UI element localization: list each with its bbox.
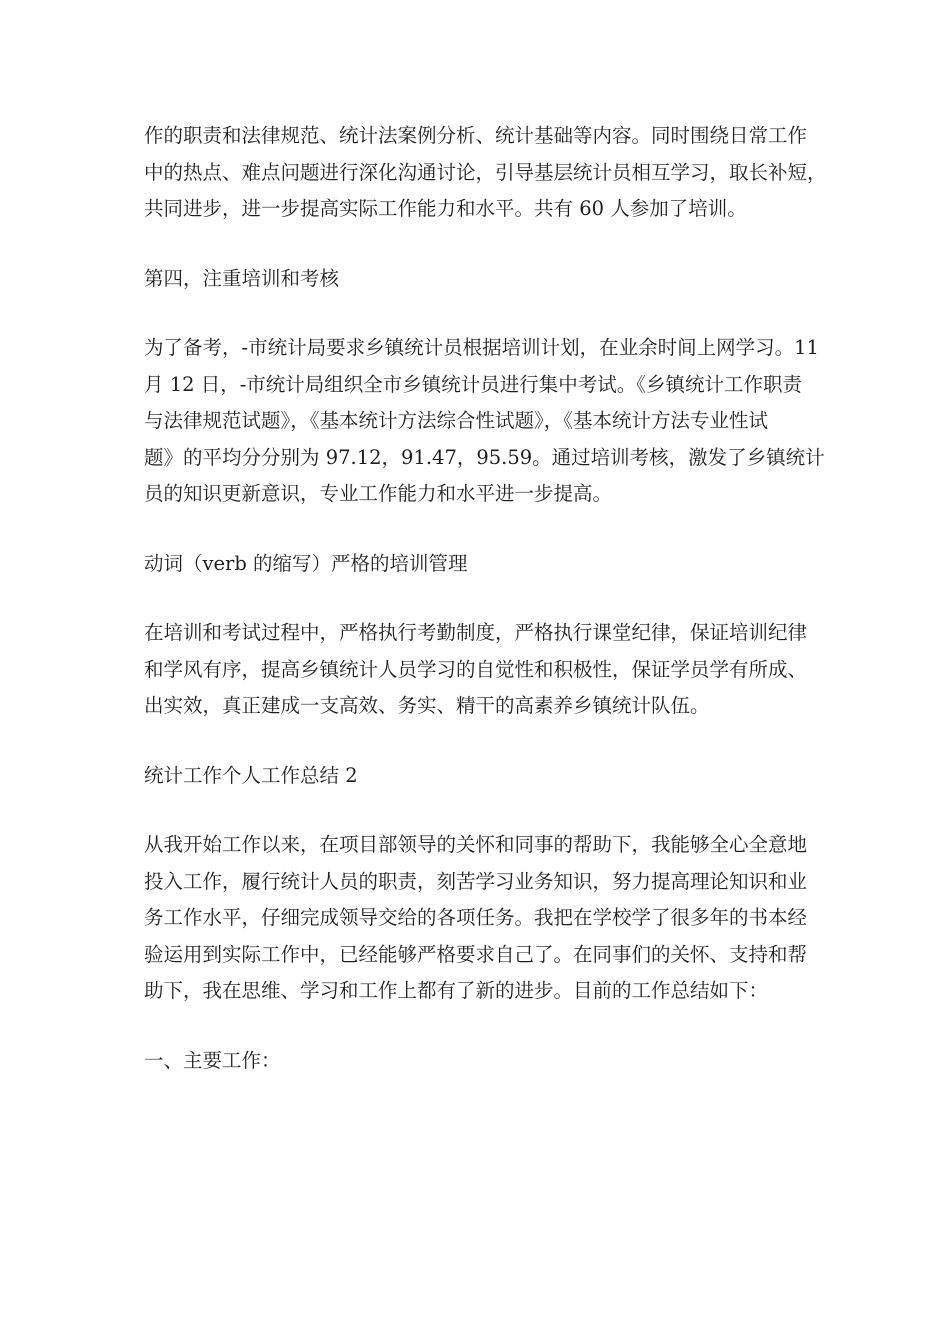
text-line: 从我开始工作以来，在项目部领导的关怀和同事的帮助下，我能够全心全意地: [144, 833, 808, 856]
paragraph-personal-summary: [144, 827, 814, 1010]
text-line: 出实效，真正建成一支高效、务实、精干的高素养乡镇统计队伍。: [144, 694, 710, 717]
section-heading-main-work: [144, 1043, 814, 1080]
section-heading-fourth: [144, 261, 814, 298]
heading-text: 一、主要工作：: [144, 1048, 281, 1072]
text-line: 月 12 日，-市统计局组织全市乡镇统计员进行集中考试。《乡镇统计工作职责: [144, 372, 803, 396]
text-line: 题》的平均分分别为 97.12，91.47，95.59。通过培训考核，激发了乡镇统计: [144, 445, 825, 469]
text-line: 中的热点、难点问题进行深化沟通讨论，引导基层统计员相互学习，取长补短，: [144, 160, 827, 184]
section-heading-management: [144, 546, 814, 583]
text-line: 员的知识更新意识，专业工作能力和水平进一步提高。: [144, 482, 613, 505]
section-heading-summary-2: [144, 758, 814, 795]
text-line: 投入工作，履行统计人员的职责，刻苦学习业务知识，努力提高理论知识和业: [144, 869, 808, 893]
text-line: 共同进步，进一步提高实际工作能力和水平。共有 60 人参加了培训。: [144, 197, 747, 220]
text-line: 为了备考，-市统计局要求乡镇统计员根据培训计划，在业余时间上网学习。11: [144, 336, 819, 359]
heading-text: 统计工作个人工作总结 2: [144, 763, 358, 787]
text-line: 验运用到实际工作中，已经能够严格要求自己了。在同事们的关怀、支持和帮: [144, 942, 808, 966]
text-line: 和学风有序，提高乡镇统计人员学习的自觉性和积极性，保证学员学有所成、: [144, 657, 808, 681]
document-body: [144, 118, 827, 1112]
text-line: 与法律规范试题》，《基本统计方法综合性试题》，《基本统计方法专业性试: [144, 409, 769, 432]
paragraph-discipline: [144, 615, 814, 725]
text-line: 助下，我在思维、学习和工作上都有了新的进步。目前的工作总结如下：: [144, 979, 769, 1002]
text-line: 务工作水平，仔细完成领导交给的各项任务。我把在学校学了很多年的书本经: [144, 906, 808, 929]
heading-text: 动词（verb 的缩写）严格的培训管理: [144, 551, 468, 575]
text-line: 在培训和考试过程中，严格执行考勤制度，严格执行课堂纪律，保证培训纪律: [144, 621, 808, 644]
heading-text: 第四，注重培训和考核: [144, 266, 340, 290]
paragraph-training-content: [144, 118, 827, 228]
text-line: 作的职责和法律规范、统计法案例分析、统计基础等内容。同时围绕日常工作: [144, 124, 808, 147]
paragraph-exam: [144, 330, 825, 513]
